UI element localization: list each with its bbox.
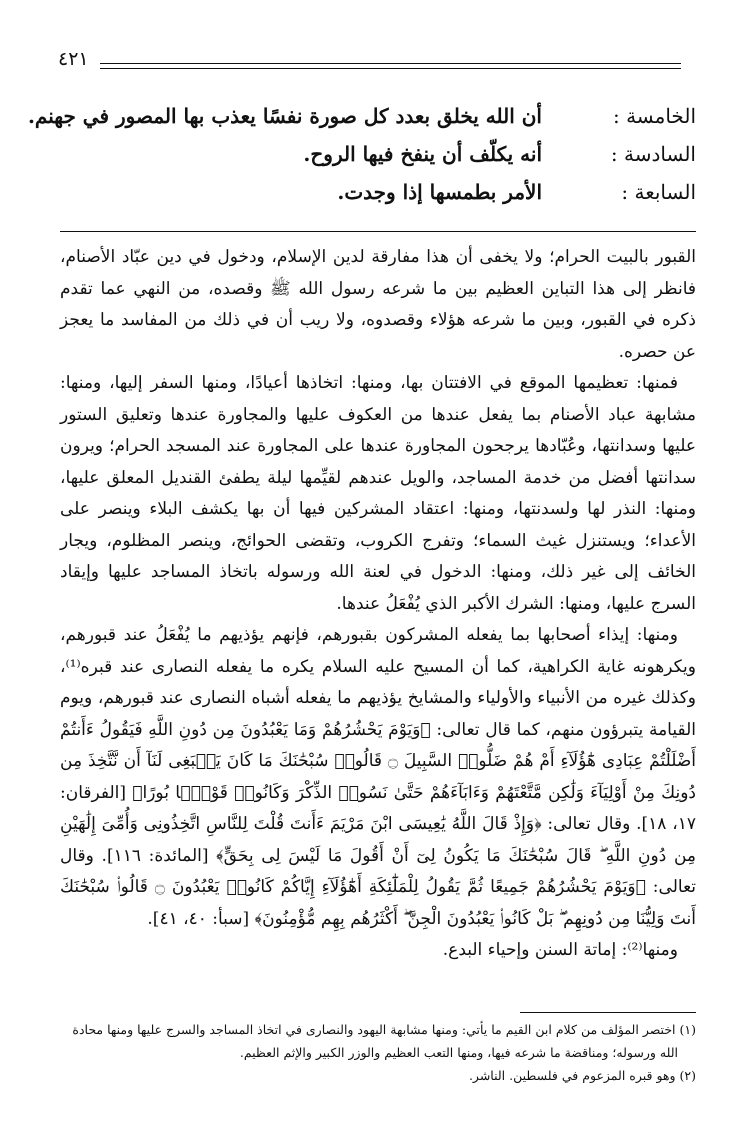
page-number: ٤٢١ [58, 48, 89, 70]
list-item [27, 100, 696, 138]
item-term: السابعة : [621, 180, 696, 204]
footnotes [60, 1018, 696, 1087]
body-paragraph: ومنها: إيذاء أصحابها بما يفعله المشركون بقبورهم، فإنهم يؤذيهم ما يُفْعَلُ عند قبورهم، ويكرهونه غاية الكراهية، كما أن المسيح عليه السلام يكره ما يفعله النصارى عند قبره⁽¹⁾، وكذلك غيره من الأنبياء والأولياء والمشايخ يؤذيهم ما يفعله أشباه النصارى عند قبورهم، ويوم القيامة يتبرؤون منهم، كما قال تعالى: ﴿وَيَوْمَ يَحْشُرُهُمْ وَمَا يَعْبُدُونَ مِن دُونِ اللَّهِ فَيَقُولُ ءَأَنتُمْ أَضْلَلْتُمْ عِبَادِى هَٰٓؤُلَآءِ أَمْ هُمْ ضَلُّوا۟ السَّبِيلَ ۝ قَالُوا۟ سُبْحَٰنَكَ مَا كَانَ يَنۢبَغِى لَنَآ أَن نَّتَّخِذَ مِن دُونِكَ مِنْ أَوْلِيَآءَ وَلَٰكِن مَّتَّعْتَهُمْ وَءَابَآءَهُمْ حَتَّىٰ نَسُوا۟ الذِّكْرَ وَكَانُوا۟ قَوْمًۢا بُورًا﴾ [الفرقان: ١٧، ١٨]. وقال تعالى: ﴿وَإِذْ قَالَ اللَّهُ يَٰعِيسَى ابْنَ مَرْيَمَ ءَأَنتَ قُلْتَ لِلنَّاسِ اتَّخِذُونِى وَأُمِّىَ إِلَٰهَيْنِ مِن دُونِ اللَّهِ ۖ قَالَ سُبْحَٰنَكَ مَا يَكُونُ لِىٓ أَنْ أَقُولَ مَا لَيْسَ لِى بِحَقٍّ﴾ [المائدة: ١١٦]. وقال تعالى: ﴿وَيَوْمَ يَحْشُرُهُمْ جَمِيعًا ثُمَّ يَقُولُ لِلْمَلَٰٓئِكَةِ أَهَٰٓؤُلَآءِ إِيَّاكُمْ كَانُوا۟ يَعْبُدُونَ ۝ قَالُوا۟ سُبْحَٰنَكَ أَنتَ وَلِيُّنَا مِن دُونِهِم ۖ بَلْ كَانُوا۟ يَعْبُدُونَ الْجِنَّ ۖ أَكْثَرُهُم بِهِم مُّؤْمِنُونَ﴾ [سبأ: ٤٠، ٤١]. [60, 625, 697, 929]
body-paragraph: ومنها⁽²⁾: إماتة السنن وإحياء البدع. [442, 940, 678, 960]
footnote: (١) اختصر المؤلف من كلام ابن القيم ما يأتي: ومنها مشابهة اليهود والنصارى في اتخاذ المساجد والسرج عليها ومنها محادة [72, 1022, 696, 1037]
item-term: السادسة : [610, 142, 696, 166]
footnote-divider [520, 1012, 696, 1013]
list-item [60, 176, 696, 214]
item-description: أن الله يخلق بعدد كل صورة نفسًا يعذب بها المصور في جهنم. [27, 104, 542, 128]
list-item [60, 138, 696, 176]
item-description: أنه يكلّف أن ينفخ فيها الروح. [303, 142, 542, 166]
body-text [60, 242, 696, 967]
item-term: الخامسة : [612, 104, 696, 128]
body-paragraph: فمنها: تعظيمها الموقع في الافتتان بها، ومنها: اتخاذها أعيادًا، ومنها السفر إليها، ومنها: مشابهة عباد الأصنام بما يفعل عندها من العكوف عليها والمجاورة عندها وتعليق الستور عليها وسدانتها، وعُبّادها يرجحون المجاورة عندها على المجاورة عند المسجد الحرام؛ ويرون سدانتها أفضل من خدمة المساجد، والويل عندهم لقيِّمها ليلة يطفئ القنديل المعلق عليها، ومنها: النذر لها ولسدنتها، ومنها: اعتقاد المشركين فيها أن بها يكشف البلاء وينصر على الأعداء؛ ويستنزل غيث السماء؛ وتفرج الكروب، وتقضى الحوائج، وينصر المظلوم، ويجار الخائف إلى غير ذلك، ومنها: الدخول في لعنة الله ورسوله باتخاذ المساجد عليها وإيقاد السرج عليها، ومنها: الشرك الأكبر الذي يُفْعَلُ عندها. [60, 373, 696, 614]
body-paragraph: القبور بالبيت الحرام؛ ولا يخفى أن هذا مفارقة لدين الإسلام، ودخول في دين عبّاد الأصنام، فانظر إلى هذا التباين العظيم بين ما شرعه رسول الله ﷺ وقصده، من النهي عما تقدم ذكره في القبور، وبين ما شرعه هؤلاء وقصدوه، ولا ريب أن في ذلك من المفاسد ما يعجز عن حصره. [60, 247, 696, 362]
header-rule [100, 63, 681, 69]
items-list [27, 100, 696, 214]
footnote: (٢) وهو قبره المزعوم في فلسطين. الناشر. [468, 1068, 696, 1083]
footnote-continuation: الله ورسوله؛ ومناقضة ما شرعه فيها، ومنها التعب العظيم والوزر الكبير والإثم العظيم. [239, 1045, 678, 1060]
section-divider [60, 231, 696, 232]
item-description: الأمر بطمسها إذا وجدت. [337, 180, 542, 204]
